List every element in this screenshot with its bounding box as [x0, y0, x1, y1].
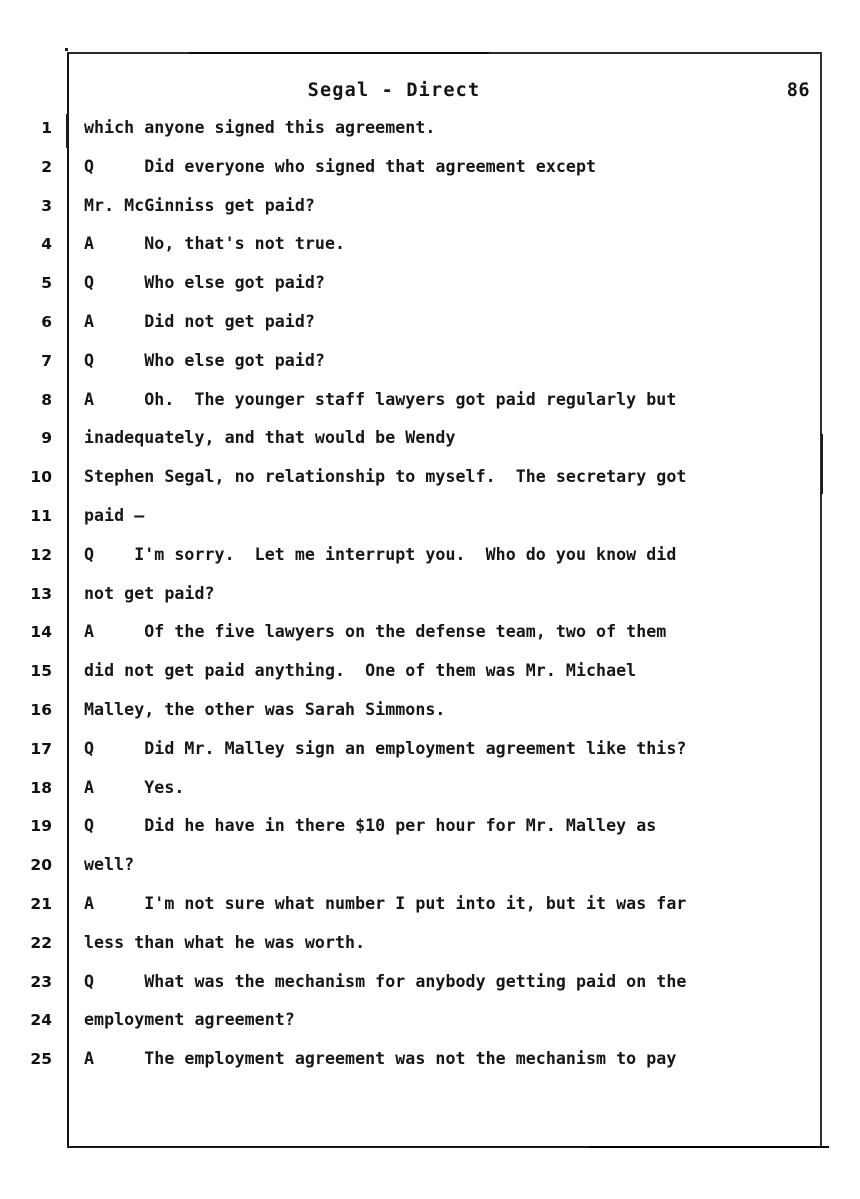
page-number: 86: [786, 80, 810, 101]
line-text: A Oh. The younger staff lawyers got paid regularly but: [84, 389, 677, 409]
line-text: A No, that's not true.: [84, 234, 346, 254]
transcript-line: [0, 310, 860, 349]
line-text: paid —: [84, 505, 145, 525]
line-number: 17: [30, 739, 52, 758]
line-text: employment agreement?: [84, 1010, 295, 1030]
line-number: 19: [30, 817, 52, 836]
line-number: 6: [41, 312, 52, 331]
line-text: A Of the five lawyers on the defense team, two of them: [84, 622, 667, 642]
line-text: did not get paid anything. One of them was Mr. Michael: [84, 661, 637, 681]
transcript-line: [0, 194, 860, 233]
line-text: A Yes.: [84, 777, 185, 797]
line-number: 22: [30, 933, 52, 952]
line-text: Stephen Segal, no relationship to myself. The secretary got: [84, 467, 687, 487]
transcript-line: [0, 232, 860, 271]
line-number: 2: [41, 157, 52, 176]
line-text: Q Did everyone who signed that agreement except: [84, 156, 597, 176]
line-number: 4: [41, 235, 52, 254]
line-text: less than what he was worth.: [84, 932, 366, 952]
line-text: A Did not get paid?: [84, 311, 315, 331]
transcript-line: [0, 970, 860, 1009]
line-text: A The employment agreement was not the mechanism to pay: [84, 1049, 677, 1069]
transcript-line: [0, 349, 860, 388]
line-number: 15: [30, 662, 52, 681]
transcript-line: [0, 892, 860, 931]
transcript-line: [0, 155, 860, 194]
transcript-line: [0, 1008, 860, 1047]
line-number: 21: [30, 894, 52, 913]
transcript-line: [0, 814, 860, 853]
transcript-line: [0, 116, 860, 155]
line-number: 1: [41, 119, 52, 137]
line-text: not get paid?: [84, 583, 215, 603]
line-number: 3: [41, 196, 52, 215]
line-number: 16: [30, 700, 52, 719]
transcript-line: [0, 698, 860, 737]
transcript-line: [0, 388, 860, 427]
line-text: Q What was the mechanism for anybody getting paid on the: [84, 971, 687, 991]
scan-speck: [65, 48, 68, 51]
transcript-line: [0, 543, 860, 582]
line-number: 13: [30, 584, 52, 603]
line-number: 24: [30, 1011, 52, 1030]
page-title: Segal - Direct: [307, 80, 481, 101]
line-number: 18: [30, 778, 52, 797]
line-number: 23: [30, 972, 52, 991]
page-header: [84, 80, 812, 106]
line-text: Mr. McGinniss get paid?: [84, 195, 315, 215]
transcript-line: [0, 582, 860, 621]
transcript-line: [0, 737, 860, 776]
transcript-line: [0, 620, 860, 659]
line-number: 11: [30, 506, 52, 525]
transcript-line: [0, 271, 860, 310]
transcript-line: [0, 931, 860, 970]
line-text: Q Did he have in there $10 per hour for Mr. Malley as: [84, 816, 657, 836]
transcript-line: [0, 426, 860, 465]
transcript-line: [0, 853, 860, 892]
transcript-line: [0, 465, 860, 504]
line-text: Q Who else got paid?: [84, 273, 325, 293]
line-number: 10: [30, 468, 52, 487]
line-text: Q Did Mr. Malley sign an employment agreement like this?: [84, 738, 687, 758]
line-text: Q Who else got paid?: [84, 350, 325, 370]
transcript-line: [0, 504, 860, 543]
transcript-line: [0, 1047, 860, 1086]
line-number: 9: [41, 429, 52, 448]
line-text: Q I'm sorry. Let me interrupt you. Who do you know did: [84, 544, 677, 564]
line-number: 7: [41, 351, 52, 370]
line-text: which anyone signed this agreement.: [84, 118, 436, 137]
line-number: 8: [41, 390, 52, 409]
line-number: 14: [30, 623, 52, 642]
line-text: well?: [84, 855, 135, 875]
transcript-line: [0, 659, 860, 698]
line-number: 5: [41, 274, 52, 293]
transcript-line: [0, 776, 860, 815]
line-number: 25: [30, 1050, 52, 1069]
line-number: 20: [30, 856, 52, 875]
transcript-body: [0, 116, 860, 1086]
line-text: A I'm not sure what number I put into it, but it was far: [84, 893, 687, 913]
line-text: inadequately, and that would be Wendy: [84, 428, 456, 448]
line-text: Malley, the other was Sarah Simmons.: [84, 699, 446, 719]
line-number: 12: [30, 545, 52, 564]
